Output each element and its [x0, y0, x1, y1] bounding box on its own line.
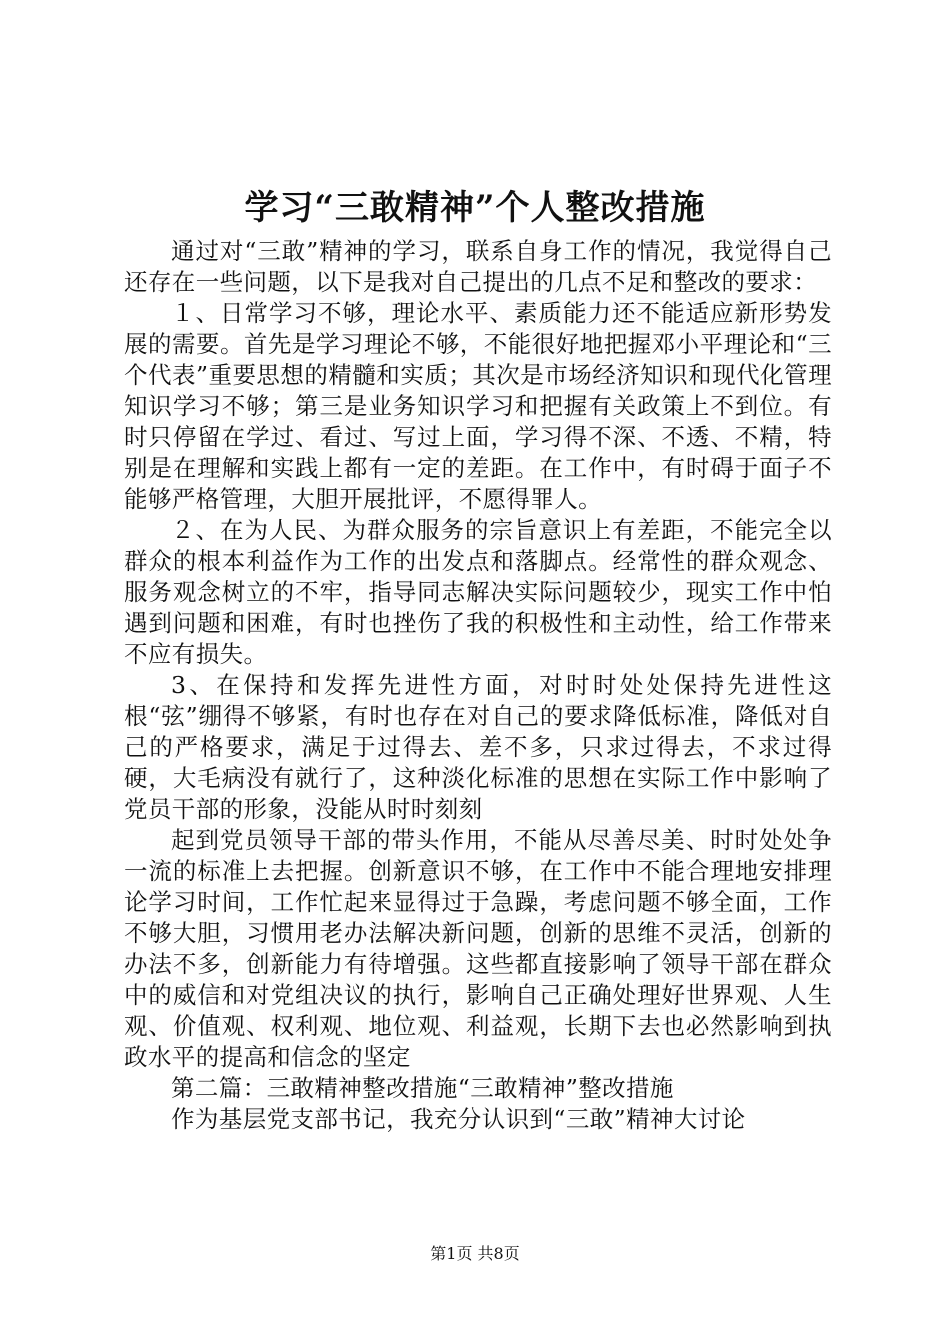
paragraph-continuation: 起到党员领导干部的带头作用，不能从尽善尽美、时时处处争一流的标准上去把握。创新意识不够，在工作中不能合理地安排理论学习时间，工作忙起来显得过于急躁，考虑问题不够全面，工作不够大胆，习惯用老办法解决新问题，创新的思维不灵活，创新的办法不多，创新能力有待增强。这些都直接影响了领导干部在群众中的威信和对党组决议的执行，影响自己正确处理好世界观、人生观、价值观、权利观、地位观、利益观，长期下去也必然影响到执政水平的提高和信念的坚定: [124, 826, 832, 1071]
paragraph-section-start: 作为基层党支部书记，我充分认识到“三敢”精神大讨论: [171, 1105, 746, 1133]
document-body: [124, 236, 832, 1135]
paragraph-section-heading: 第二篇：三敢精神整改措施“三敢精神”整改措施: [171, 1074, 674, 1102]
page-number-footer: 第1页 共8页: [430, 1244, 520, 1263]
document-title: 学习“三敢精神”个人整改措施: [244, 188, 706, 228]
paragraph-point-3: 3、在保持和发挥先进性方面，对时时处处保持先进性这根“弦”绷得不够紧，有时也存在对自己的要求降低标准，降低对自己的严格要求，满足于过得去、差不多，只求过得去，不求过得硬，大毛病没有就行了，这种淡化标准的思想在实际工作中影响了党员干部的形象，没能从时时刻刻: [124, 671, 832, 823]
paragraph-intro: 通过对“三敢”精神的学习，联系自身工作的情况，我觉得自己还存在一些问题，以下是我对自己提出的几点不足和整改的要求：: [124, 237, 832, 296]
paragraph-point-1: １、日常学习不够，理论水平、素质能力还不能适应新形势发展的需要。首先是学习理论不够，不能很好地把握邓小平理论和“三个代表”重要思想的精髓和实质；其次是市场经济知识和现代化管理知识学习不够；第三是业务知识学习和把握有关政策上不到位。有时只停留在学过、看过、写过上面，学习得不深、不透、不精，特别是在理解和实践上都有一定的差距。在工作中，有时碍于面子不能够严格管理，大胆开展批评，不愿得罪人。: [124, 299, 832, 513]
paragraph-point-2: ２、在为人民、为群众服务的宗旨意识上有差距，不能完全以群众的根本利益作为工作的出发点和落脚点。经常性的群众观念、服务观念树立的不牢，指导同志解决实际问题较少，现实工作中怕遇到问题和困难，有时也挫伤了我的积极性和主动性，给工作带来不应有损失。: [124, 516, 832, 668]
